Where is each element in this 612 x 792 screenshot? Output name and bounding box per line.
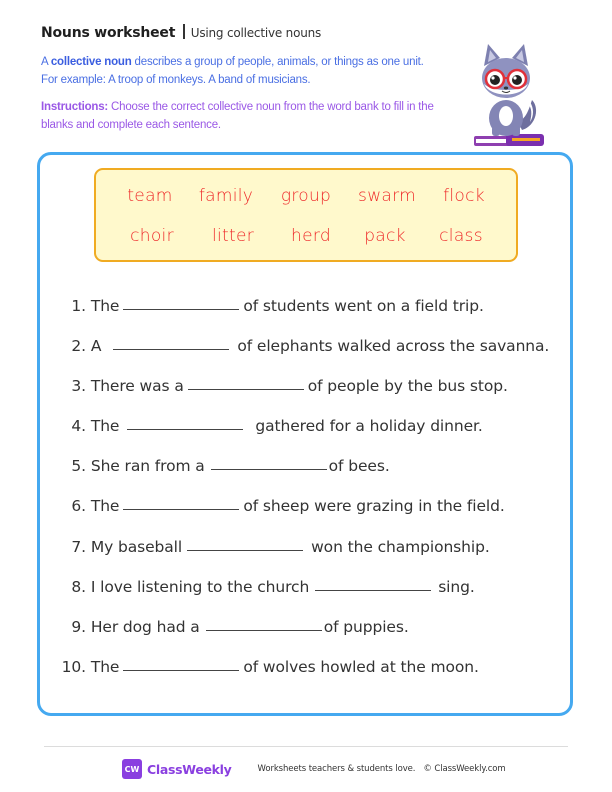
question-text-before: The — [90, 297, 120, 315]
answer-blank[interactable] — [123, 669, 239, 671]
question-text-after: won the championship. — [311, 538, 490, 556]
word-bank-word: team — [127, 186, 173, 206]
question-text-before: I love listening to the church — [90, 578, 310, 596]
instructions-paragraph — [41, 98, 441, 134]
answer-blank[interactable] — [127, 428, 243, 430]
question-number: 2. — [71, 337, 86, 355]
question-item — [56, 297, 484, 319]
word-bank-word: litter — [211, 226, 255, 246]
question-number: 10. — [61, 658, 86, 676]
answer-blank[interactable] — [123, 508, 239, 510]
word-bank-word: flock — [443, 186, 485, 206]
worksheet-subtitle: Using collective nouns — [190, 26, 322, 40]
question-text-after: of wolves howled at the moon. — [243, 658, 479, 676]
question-text-after: of bees. — [328, 457, 390, 475]
question-item — [56, 457, 390, 479]
footer-divider — [44, 746, 568, 747]
answer-blank[interactable] — [211, 468, 327, 470]
word-bank-word: choir — [130, 226, 174, 246]
question-text-after: sing. — [438, 578, 475, 596]
answer-blank[interactable] — [188, 388, 304, 390]
classweekly-logo-icon: CW — [122, 759, 142, 779]
question-text-after: gathered for a holiday dinner. — [255, 417, 483, 435]
question-number: 6. — [71, 497, 86, 515]
question-item — [56, 538, 490, 560]
intro-paragraph — [41, 53, 441, 89]
question-text-after: of puppies. — [323, 618, 409, 636]
question-item — [56, 618, 409, 640]
question-text-before: The — [90, 417, 120, 435]
word-bank-word: group — [280, 186, 332, 206]
question-item — [56, 658, 479, 680]
question-number: 9. — [71, 618, 86, 636]
footer — [122, 758, 506, 780]
question-text-before: Her dog had a — [90, 618, 200, 636]
question-text-after: of sheep were grazing in the field. — [243, 497, 505, 515]
question-number: 5. — [71, 457, 86, 475]
instructions-text: Choose the correct collective noun from the word bank to fill in the blanks and complete each sentence. — [41, 101, 434, 131]
word-bank-word: pack — [364, 226, 406, 246]
cat-with-glasses-on-books-icon — [470, 38, 550, 153]
question-item — [56, 337, 549, 359]
question-text-before: There was a — [90, 377, 184, 395]
question-text-after: of elephants walked across the savanna. — [237, 337, 550, 355]
title-divider — [183, 24, 185, 39]
footer-copyright: © ClassWeekly.com — [423, 764, 506, 774]
brand-name: ClassWeekly — [147, 761, 232, 777]
intro-text: describes a group of people, animals, or things as one unit. For example: A troop of monkeys. A band of musicians. — [41, 56, 424, 86]
word-bank-row-2 — [96, 226, 516, 252]
question-number: 8. — [71, 578, 86, 596]
instructions-label: Instructions: — [41, 101, 109, 113]
question-text-before: My baseball — [90, 538, 183, 556]
answer-blank[interactable] — [315, 589, 431, 591]
question-number: 1. — [71, 297, 86, 315]
question-item — [56, 578, 475, 600]
question-text-after: of students went on a field trip. — [243, 297, 484, 315]
intro-prefix: A — [41, 56, 51, 68]
word-bank-word: class — [439, 226, 483, 246]
footer-tagline: Worksheets teachers & students love. — [257, 764, 416, 774]
intro-term: collective noun — [50, 56, 132, 68]
answer-blank[interactable] — [187, 549, 303, 551]
answer-blank[interactable] — [113, 348, 229, 350]
worksheet-title: Nouns worksheet — [41, 25, 176, 41]
question-text-before: The — [90, 497, 120, 515]
question-text-before: A — [90, 337, 102, 355]
answer-blank[interactable] — [206, 629, 322, 631]
answer-blank[interactable] — [123, 308, 239, 310]
question-text-before: The — [90, 658, 120, 676]
word-bank-row-1 — [96, 186, 516, 212]
question-number: 7. — [71, 538, 86, 556]
question-item — [56, 377, 508, 399]
question-text-before: She ran from a — [90, 457, 205, 475]
word-bank-word: herd — [291, 226, 331, 246]
worksheet-header — [41, 22, 321, 42]
question-number: 4. — [71, 417, 86, 435]
word-bank-word: swarm — [358, 186, 416, 206]
question-number: 3. — [71, 377, 86, 395]
question-text-after: of people by the bus stop. — [307, 377, 508, 395]
word-bank-word: family — [198, 186, 254, 206]
question-item — [56, 497, 505, 519]
word-bank — [94, 168, 518, 262]
question-item — [56, 417, 483, 439]
